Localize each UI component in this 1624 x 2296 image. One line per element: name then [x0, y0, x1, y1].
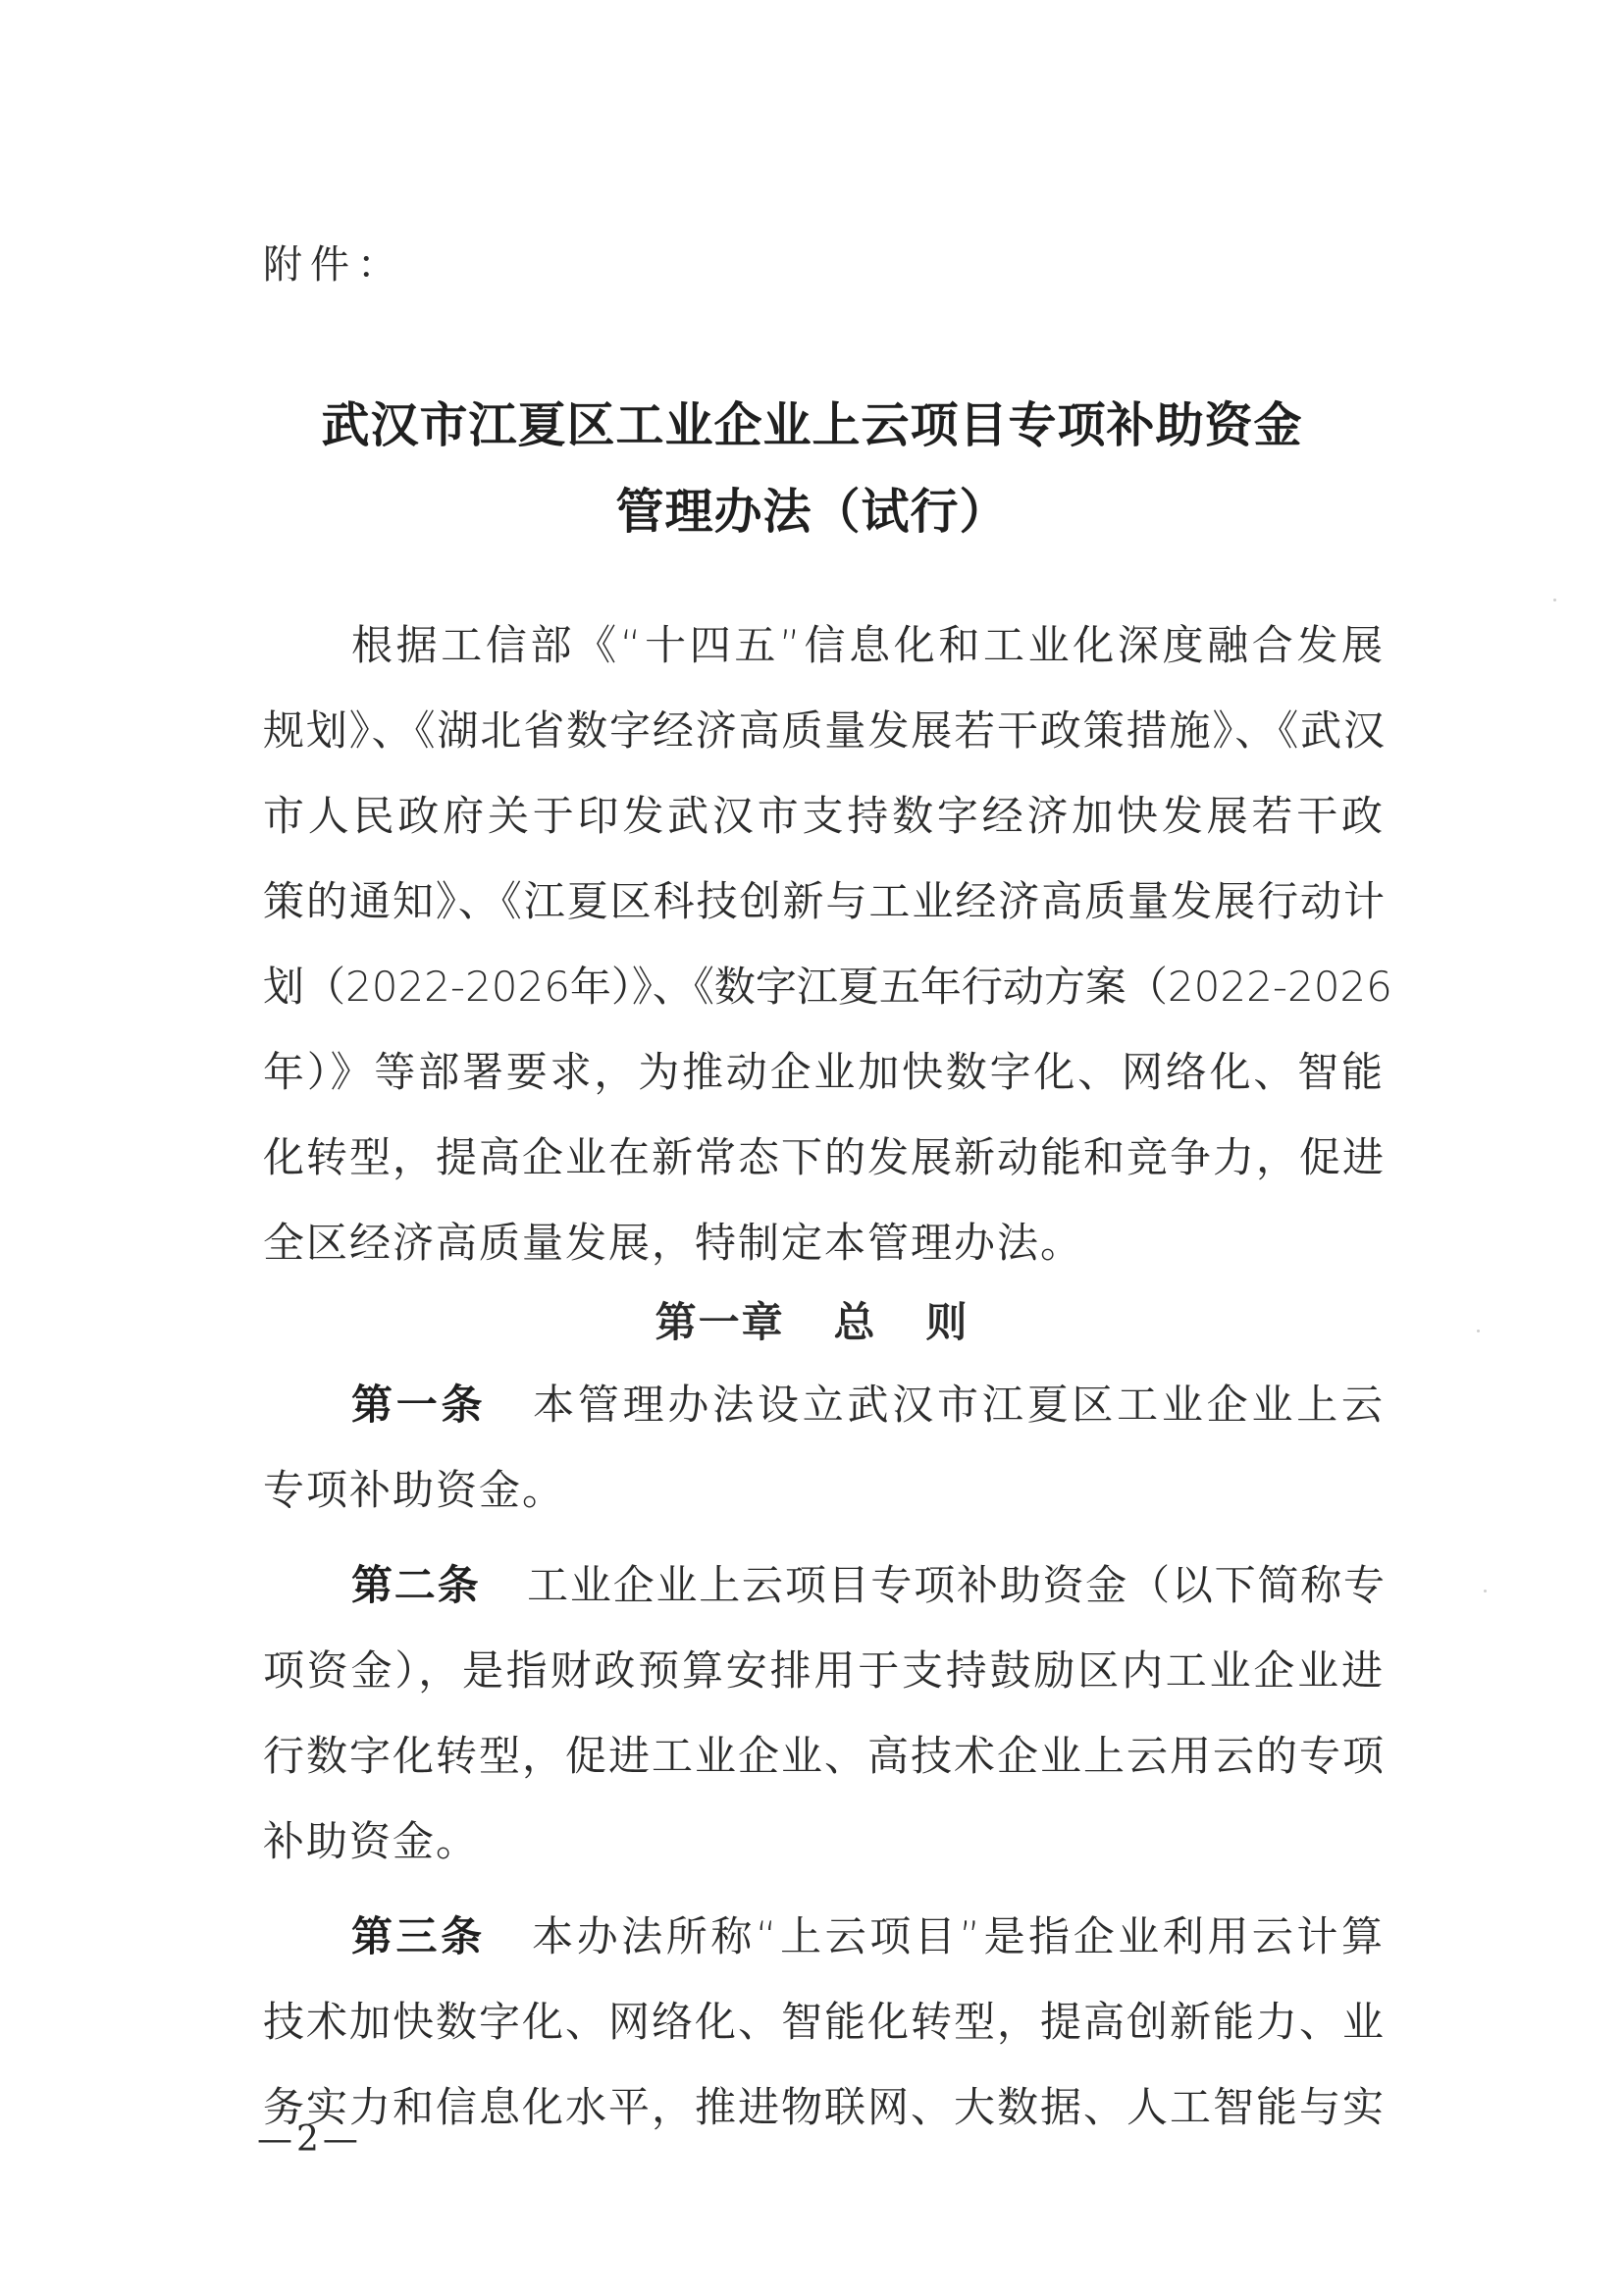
scan-speck	[1484, 1590, 1487, 1592]
page-number: —2—	[257, 2119, 362, 2160]
article-line: 项资金），是指财政预算安排用于支持鼓励区内工业企业进	[263, 1646, 1385, 1695]
article-text: 本办法所称“上云项目”是指企业利用云计算	[530, 1912, 1385, 1960]
article-line: 技术加快数字化、网络化、智能化转型，提高创新能力、业	[263, 1998, 1387, 2046]
attachment-label: 附件：	[263, 242, 404, 287]
preamble-line: 划（2022-2026年）》、《数字江夏五年行动方案（2022-2026	[263, 963, 1392, 1011]
article-line: 专项补助资金。	[263, 1466, 566, 1514]
article-line	[351, 1907, 1385, 1966]
article-label: 第三条	[351, 1912, 486, 1960]
article-label: 第一条	[351, 1381, 487, 1429]
article-line	[351, 1376, 1385, 1435]
preamble-line: 规划》、《湖北省数字经济高质量发展若干政策措施》、《武汉	[263, 706, 1385, 755]
article-text: 本管理办法设立武汉市江夏区工业企业上云	[531, 1381, 1385, 1429]
preamble-line: 全区经济高质量发展，特制定本管理办法。	[263, 1219, 1084, 1267]
article-line: 补助资金。	[263, 1817, 480, 1865]
document-title-line-1: 武汉市江夏区工业企业上云项目专项补助资金	[321, 396, 1303, 453]
article-line: 务实力和信息化水平，推进物联网、大数据、人工智能与实	[263, 2083, 1387, 2131]
preamble-line: 市人民政府关于印发武汉市支持数字经济加快发展若干政	[263, 792, 1385, 840]
article-line	[351, 1556, 1385, 1615]
article-line: 行数字化转型，促进工业企业、高技术企业上云用云的专项	[263, 1732, 1387, 1780]
article-label: 第二条	[351, 1561, 481, 1609]
preamble-line: 化转型，提高企业在新常态下的发展新动能和竞争力，促进	[263, 1133, 1387, 1181]
chapter-heading: 第一章 总 则	[655, 1298, 969, 1346]
preamble-line: 策的通知》、《江夏区科技创新与工业经济高质量发展行动计	[263, 877, 1385, 925]
preamble-line: 根据工信部《“十四五”信息化和工业化深度融合发展	[351, 621, 1385, 669]
preamble-line: 年）》等部署要求，为推动企业加快数字化、网络化、智能	[263, 1048, 1385, 1096]
document-title-line-2: 管理办法（试行）	[615, 483, 1009, 540]
article-text: 工业企业上云项目专项补助资金（以下简称专	[525, 1561, 1385, 1609]
scan-speck	[1477, 1330, 1480, 1332]
scan-speck	[1553, 599, 1556, 601]
